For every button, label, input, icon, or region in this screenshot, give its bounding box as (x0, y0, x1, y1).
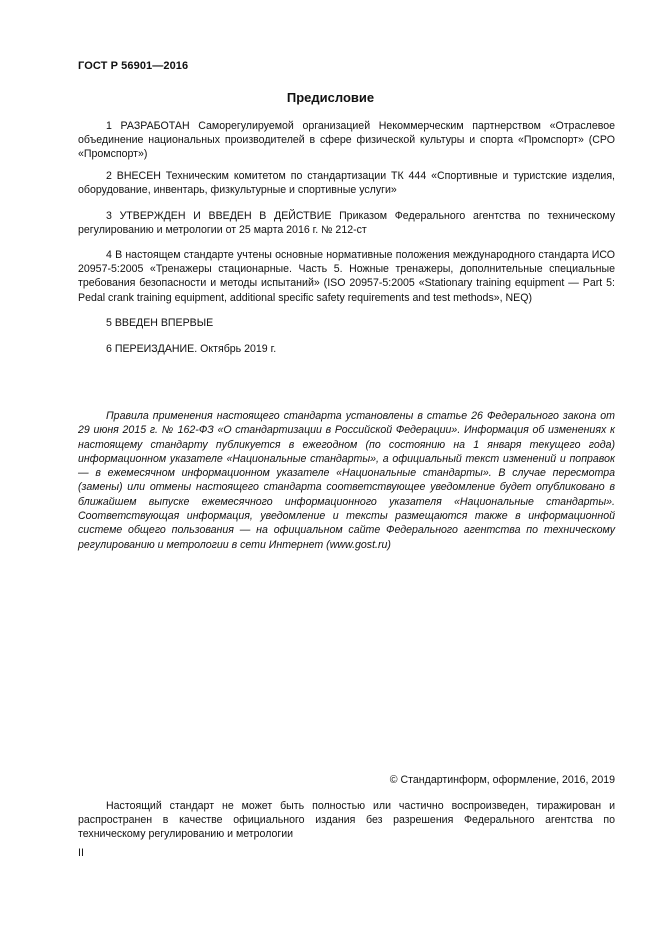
foreword-item-1: 1 РАЗРАБОТАН Саморегулируемой организацией Некоммерческим партнерством «Отраслевое объединение национальных производителей в сфере физической культуры и спорта «Промспорт» (СРО «Промспорт») (78, 120, 615, 161)
foreword-item-2: 2 ВНЕСЕН Техническим комитетом по стандартизации ТК 444 «Спортивные и туристские изделия, оборудование, инвентарь, физкультурные и спортивные услуги» (78, 170, 615, 197)
foreword-item-3: 3 УТВЕРЖДЕН И ВВЕДЕН В ДЕЙСТВИЕ Приказом Федерального агентства по техническому регулированию и метрологии от 25 марта 2016 г. № 212-ст (78, 210, 615, 237)
copyright-line: © Стандартинформ, оформление, 2016, 2019 (389, 774, 615, 786)
rules-notice: Правила применения настоящего стандарта установлены в статье 26 Федерального закона от 29 июня 2015 г. № 162-ФЗ «О стандартизации в Российской Федерации». Информация об изменениях к настоящему стандарту публикуется в ежегодном (по состоянию на 1 января текущего года) информационном указателе «Национальные стандарты», а официальный текст изменений и поправок — в ежемесячном информационном указателе «Национальные стандарты». В случае пересмотра (замены) или отмены настоящего стандарта соответствующее уведомление будет опубликовано в ближайшем выпуске ежемесячного информационного указателя «Национальные стандарты». Соответствующая информация, уведомление и тексты размещаются также в информационной системе общего пользования — на официальном сайте Федерального агентства по техническому регулированию и метрологии в сети Интернет (www.gost.ru) (78, 410, 615, 551)
foreword-item-6: 6 ПЕРЕИЗДАНИЕ. Октябрь 2019 г. (106, 343, 277, 355)
foreword-item-4: 4 В настоящем стандарте учтены основные нормативные положения международного стандарта ИСО 20957-5:2005 «Тренажеры стационарные. Часть 5. Ножные тренажеры, дополнительные специальные требования безопасности и методы испытаний» (ISO 20957-5:2005 «Stationary training equipment — Part 5: Pedal crank training equipment, additional specific safety requirements and test methods», NEQ) (78, 249, 615, 304)
foreword-item-5: 5 ВВЕДЕН ВПЕРВЫЕ (106, 317, 214, 329)
page-title: Предисловие (286, 90, 375, 105)
page-number: II (78, 847, 84, 859)
document-code: ГОСТ Р 56901—2016 (78, 60, 189, 72)
reproduction-notice: Настоящий стандарт не может быть полностью или частично воспроизведен, тиражирован и распространен в качестве официального издания без разрешения Федерального агентства по техническому регулированию и метрологии (78, 800, 615, 841)
